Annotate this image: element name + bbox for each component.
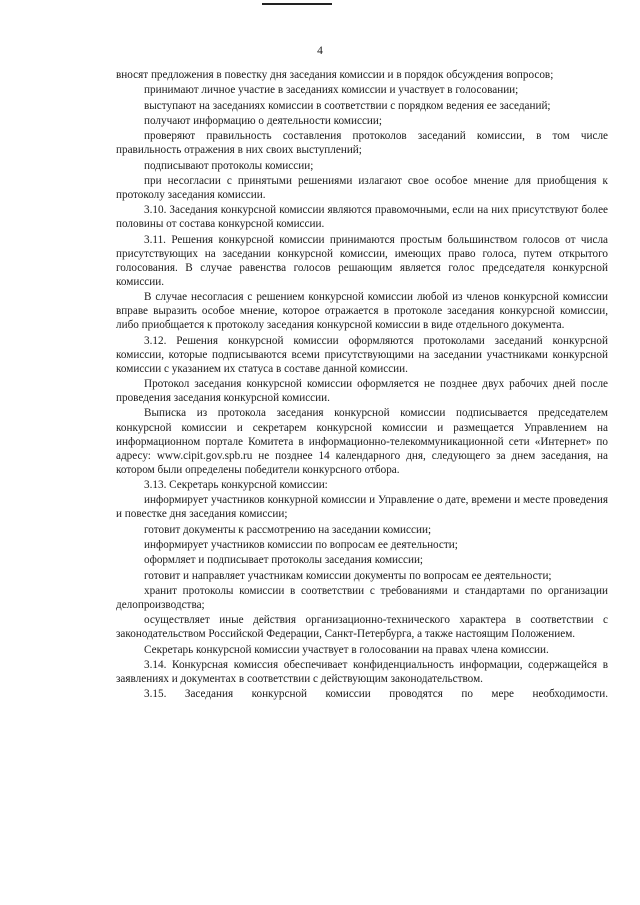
paragraph: Секретарь конкурсной комиссии участвует в голосовании на правах члена комиссии.: [144, 643, 549, 656]
paragraph: хранит протоколы комиссии в соответствии с требованиями и стандартами по организации делопроизводства;: [116, 584, 608, 611]
paragraph: 3.14. Конкурсная комиссия обеспечивает конфиденциальность информации, содержащейся в заявлениях и документах в соответствии с действующим законодательством.: [116, 658, 608, 685]
paragraph: вносят предложения в повестку дня заседания комиссии и в порядок обсуждения вопросов;: [116, 69, 554, 81]
paragraph: выступают на заседаниях комиссии в соответствии с порядком ведения ее заседаний;: [144, 99, 551, 112]
paragraph: Протокол заседания конкурсной комиссии оформляется не позднее двух рабочих дней после проведения заседания конкурсной комиссии.: [116, 378, 608, 405]
paragraph: 3.12. Решения конкурсной комиссии оформляются протоколами заседаний конкурсной комиссии, которые подписываются всеми присутствующими на заседании участниками конкурсной комиссии с указанием их статуса в составе данной комиссии.: [116, 334, 608, 375]
paragraph: 3.10. Заседания конкурсной комиссии являются правомочными, если на них присутствуют более половины от состава конкурсной комиссии.: [116, 204, 608, 231]
paragraph: при несогласии с принятыми решениями излагают свое особое мнение для приобщения к протоколу заседания комиссии.: [116, 174, 608, 201]
paragraph: оформляет и подписывает протоколы заседания комиссии;: [144, 554, 424, 567]
paragraph: проверяют правильность составления протоколов заседаний комиссии, в том числе правильность отражения в них своих выступлений;: [116, 130, 608, 157]
paragraph: Выписка из протокола заседания конкурсной комиссии подписывается председателем конкурсной комиссии и секретарем конкурсной комиссии и размещается Управлением на информационном портале Комитета в информационно-телекоммуникационной сети «Интернет» по адресу: www.cipit.gov.spb.ru не позднее 14 календарного дня, следующего за днем заседания, на котором были определены победители конкурсного отбора.: [116, 407, 608, 476]
paragraph: принимают личное участие в заседаниях комиссии и участвует в голосовании;: [144, 84, 519, 97]
paragraph: В случае несогласия с решением конкурсной комиссии любой из членов конкурсной комиссии вправе выразить особое мнение, которое отражается в протоколе заседания конкурсной комиссии, либо приобщается к протоколу заседания конкурсной комиссии в виде отдельного документа.: [116, 291, 608, 332]
paragraph: 3.11. Решения конкурсной комиссии принимаются простым большинством голосов от числа присутствующих на заседании конкурсной комиссии, имеющих право голоса, путем открытого голосования. В случае равенства голосов решающим является голос председателя конкурсной комиссии.: [116, 233, 608, 288]
paragraph: осуществляет иные действия организационно-технического характера в соответствии с законодательством Российской Федерации, Санкт-Петербурга, а также настоящим Положением.: [116, 614, 608, 641]
paragraph: информирует участников конкурной комиссии и Управление о дате, времени и месте проведения и повестке дня заседания комиссии;: [116, 494, 608, 521]
paragraph: информирует участников комиссии по вопросам ее деятельности;: [144, 539, 458, 551]
paragraph: подписывают протоколы комиссии;: [144, 159, 314, 172]
paragraph: получают информацию о деятельности комиссии;: [144, 114, 382, 127]
paragraph: готовит и направляет участникам комиссии документы по вопросам ее деятельности;: [144, 569, 552, 582]
page-number: 4: [317, 45, 323, 57]
document-body: [116, 68, 608, 703]
paragraph: 3.13. Секретарь конкурсной комиссии:: [144, 479, 328, 492]
paragraph: 3.15. Заседания конкурсной комиссии проводятся по мере необходимости.: [144, 688, 608, 701]
header-rule: [262, 3, 332, 5]
paragraph: готовит документы к рассмотрению на заседании комиссии;: [144, 523, 432, 536]
